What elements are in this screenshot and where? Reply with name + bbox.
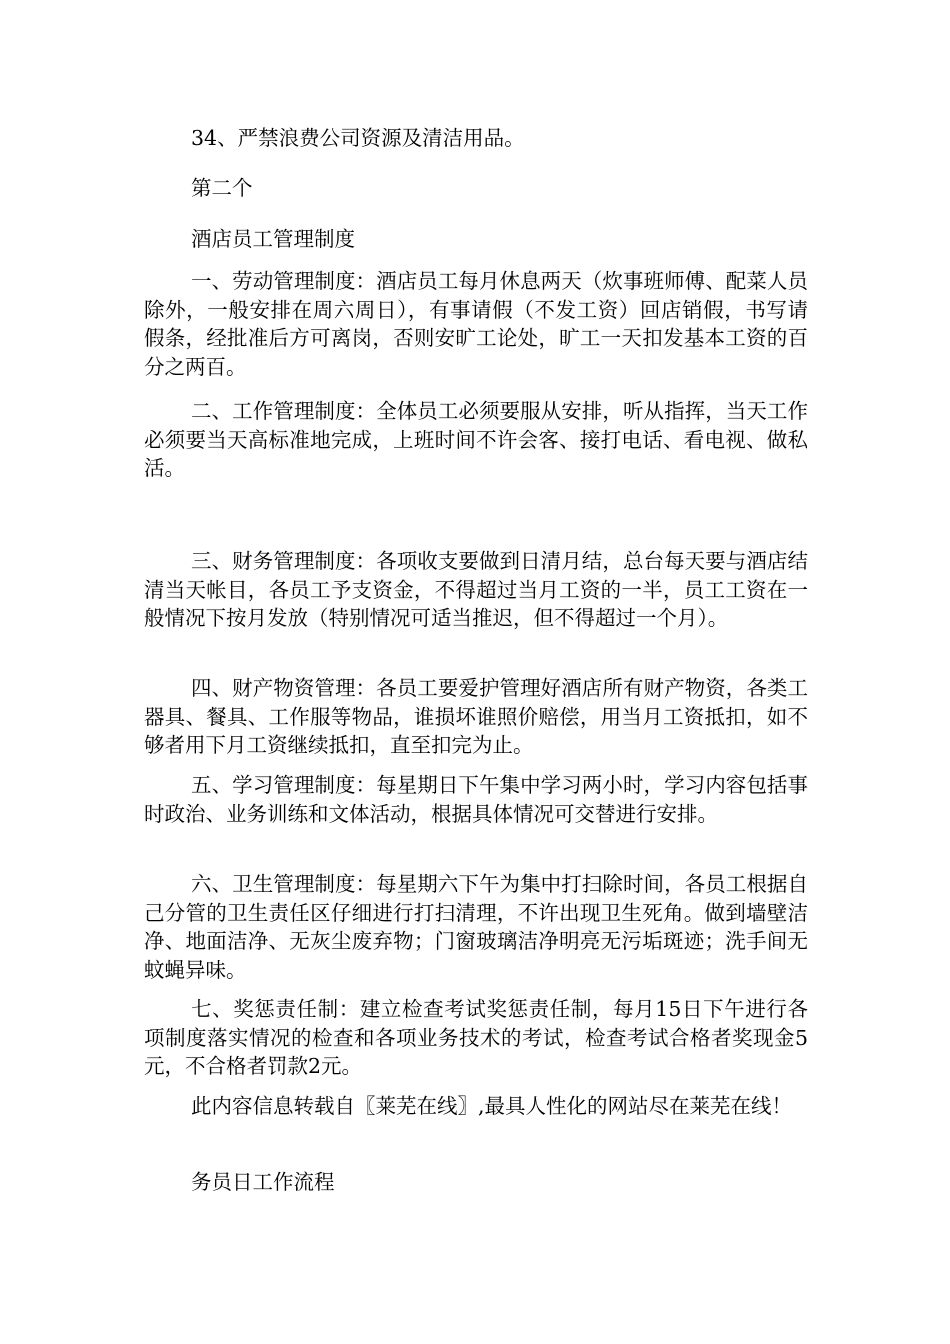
paragraph-reward-penalty: 七、奖惩责任制：建立检查考试奖惩责任制，每月15日下午进行各项制度落实情况的检查和各项业务技术的考试，检查考试合格者奖现金5元，不合格者罚款2元。 <box>144 997 808 1079</box>
paragraph-property-management: 四、财产物资管理：各员工要爱护管理好酒店所有财产物资，各类工器具、餐具、工作服等物品，谁损坏谁照价赔偿，用当月工资抵扣，如不够者用下月工资继续抵扣，直至扣完为止。 <box>144 676 808 758</box>
paragraph-source-note: 此内容信息转载自〖莱芜在线〗,最具人性化的网站尽在莱芜在线！ <box>191 1094 793 1118</box>
paragraph-study-management: 五、学习管理制度：每星期日下午集中学习两小时，学习内容包括事时政治、业务训练和文体活动，根据具体情况可交替进行安排。 <box>144 773 808 826</box>
paragraph-work-management: 二、工作管理制度：全体员工必须要服从安排，听从指挥，当天工作必须要当天高标准地完成，上班时间不许会客、接打电话、看电视、做私活。 <box>144 399 808 481</box>
paragraph-hygiene-management: 六、卫生管理制度：每星期六下午为集中打扫除时间，各员工根据自己分管的卫生责任区仔细进行打扫清理，不许出现卫生死角。做到墙壁洁净、地面洁净、无灰尘废弃物；门窗玻璃洁净明亮无污垢斑迹；洗手间无蚊蝇异味。 <box>144 872 808 982</box>
document-title: 酒店员工管理制度 <box>191 227 355 251</box>
paragraph-rule-34: 34、严禁浪费公司资源及清洁用品。 <box>191 126 525 150</box>
paragraph-finance-management: 三、财务管理制度：各项收支要做到日清月结，总台每天要与酒店结清当天帐目，各员工予支资金，不得超过当月工资的一半，员工工资在一般情况下按月发放（特别情况可适当推迟，但不得超过一个月）。 <box>144 549 808 631</box>
paragraph-workflow-heading: 务员日工作流程 <box>191 1170 335 1194</box>
section-number: 第二个 <box>191 176 253 200</box>
paragraph-labor-management: 一、劳动管理制度：酒店员工每月休息两天（炊事班师傅、配菜人员除外，一般安排在周六周日），有事请假（不发工资）回店销假，书写请假条，经批准后方可离岗，否则安旷工论处，旷工一天扣发基本工资的百分之两百。 <box>144 269 808 379</box>
